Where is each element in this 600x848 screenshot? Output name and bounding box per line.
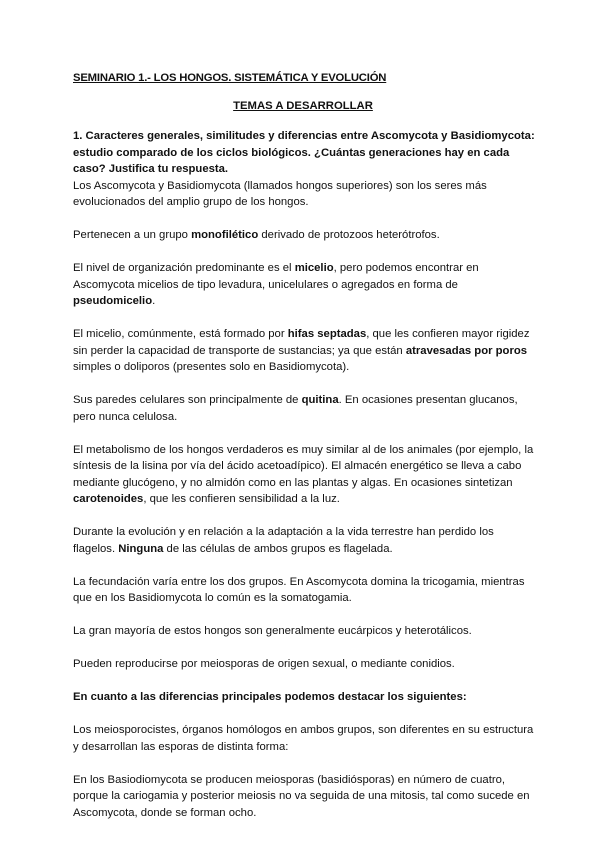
paragraph-fertilization: La fecundación varía entre los dos grupos. En Ascomycota domina la tricogamia, mientras que en los Basidiomycota lo común es la somatogamia. — [73, 575, 525, 604]
question-heading: 1. Caracteres generales, similitudes y diferencias entre Ascomycota y Basidiomycota: estudio comparado de los ciclos biológicos. ¿Cuántas generaciones hay en cada caso? Justifica tu respuesta. — [73, 130, 535, 175]
term-quitina: quitina — [301, 394, 339, 406]
term-hifas-septadas: hifas septadas — [287, 328, 367, 340]
paragraph-eucarpic: La gran mayoría de estos hongos son generalmente eucárpicos y heterotálicos. — [73, 625, 472, 637]
paragraph-basidiospores: En los Basiodiomycota se producen meiosporas (basidiósporas) en número de cuatro, porque la cariogamia y posterior meiosis no va seguida de una mitosis, tal como sucede en Ascomycota, donde se forman ocho. — [73, 773, 530, 819]
term-carotenoides: carotenoides — [73, 493, 144, 505]
paragraph-evolution: Durante la evolución y en relación a la adaptación a la vida terrestre han perdido los flagelos. Ninguna de las células de ambos grupos es flagelada. — [73, 526, 494, 555]
paragraph-hyphae: El micelio, comúnmente, está formado por hifas septadas, que les confieren mayor rigidez sin perder la capacidad de transporte de sustancias; ya que están atravesadas por poros simples o doliporos (presentes solo en Basidiomycota). — [73, 328, 530, 373]
term-pseudomicelio: pseudomicelio — [73, 295, 153, 307]
paragraph-intro: Los Ascomycota y Basidiomycota (llamados hongos superiores) son los seres más evolucionados del amplio grupo de los hongos. — [73, 179, 487, 208]
paragraph-monophyletic: Pertenecen a un grupo monofilético derivado de protozoos heterótrofos. — [73, 229, 440, 241]
paragraph-metabolism: El metabolismo de los hongos verdaderos es muy similar al de los animales (por ejemplo, la síntesis de la lisina por vía del ácido acetoadípico). El almacén energético se lleva a cabo mediante glucógeno, y no almidón como en las plantas y algas. En ocasiones sintetizan carotenoides, que les confieren sensibilidad a la luz. — [73, 443, 534, 505]
section-subtitle: TEMAS A DESARROLLAR — [233, 100, 373, 112]
paragraph-organization: El nivel de organización predominante es el micelio, pero podemos encontrar en Ascomycota micelios de tipo levadura, unicelulares o agregados en forma de pseudomicelio. — [73, 262, 479, 307]
paragraph-meiosporocists: Los meiosporocistes, órganos homólogos en ambos grupos, son diferentes en su estructura y desarrollan las esporas de distinta forma: — [73, 724, 534, 753]
term-micelio: micelio — [294, 262, 334, 274]
document-title: SEMINARIO 1.- LOS HONGOS. SISTEMÁTICA Y EVOLUCIÓN — [73, 72, 387, 84]
term-atravesadas-por-poros: atravesadas por poros — [405, 344, 528, 357]
document-body — [73, 128, 535, 821]
paragraph-cell-walls: Sus paredes celulares son principalmente de quitina. En ocasiones presentan glucanos, pero nunca celulosa. — [73, 394, 518, 423]
term-monofiletico: monofilético — [191, 229, 259, 241]
differences-heading: En cuanto a las diferencias principales podemos destacar los siguientes: — [73, 691, 467, 703]
term-ninguna: Ninguna — [118, 542, 164, 555]
paragraph-reproduction: Pueden reproducirse por meiosporas de origen sexual, o mediante conidios. — [73, 658, 455, 670]
